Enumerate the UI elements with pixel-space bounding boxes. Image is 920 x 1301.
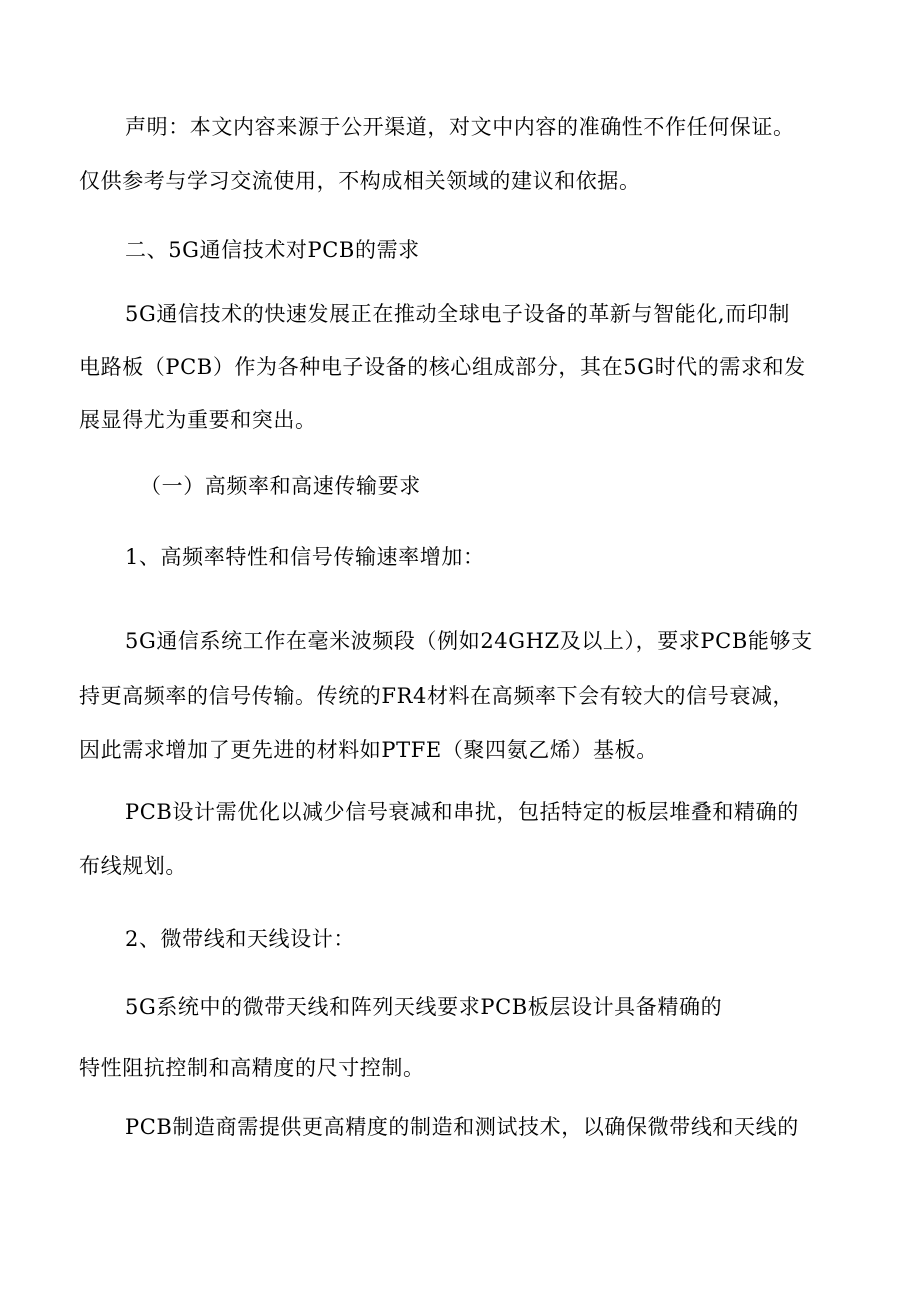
item-2-para-2-line-1: PCB制造商需提供更高精度的制造和测试技术，以确保微带线和天线的 [125,1115,799,1139]
item-1-para-1-line-2: 持更高频率的信号传输。传统的FR4材料在高频率下会有较大的信号衰减， [79,684,795,708]
intro-line-2: 电路板（PCB）作为各种电子设备的核心组成部分，其在5G时代的需求和发 [79,355,806,379]
intro-line-1: 5G通信技术的快速发展正在推动全球电子设备的革新与智能化,而印制 [125,302,791,326]
item-1-para-2-line-1: PCB设计需优化以减少信号衰减和串扰，包括特定的板层堆叠和精确的 [125,800,799,824]
item-2-para-1-line-1: 5G系统中的微带天线和阵列天线要求PCB板层设计具备精确的 [125,995,723,1019]
disclaimer-line-2: 仅供参考与学习交流使用，不构成相关领域的建议和依据。 [79,169,641,193]
item-1-para-1-line-3: 因此需求增加了更先进的材料如PTFE（聚四氨乙烯）基板。 [79,738,658,762]
item-1-heading: 1、高频率特性和信号传输速率增加： [125,545,485,569]
disclaimer-line-1: 声明：本文内容来源于公开渠道，对文中内容的准确性不作任何保证。 [125,115,795,139]
item-2-heading: 2、微带线和天线设计： [125,927,355,951]
section-heading: 二、5G通信技术对PCB的需求 [125,238,420,262]
subsection-heading: （一）高频率和高速传输要求 [140,474,421,498]
item-1-para-1-line-1: 5G通信系统工作在毫米波频段（例如24GHZ及以上），要求PCB能够支 [125,629,813,653]
item-2-para-1-line-2: 特性阻抗控制和高精度的尺寸控制。 [79,1056,425,1080]
item-1-para-2-line-2: 布线规划。 [79,854,187,878]
intro-line-3: 展显得尤为重要和突出。 [79,408,317,432]
